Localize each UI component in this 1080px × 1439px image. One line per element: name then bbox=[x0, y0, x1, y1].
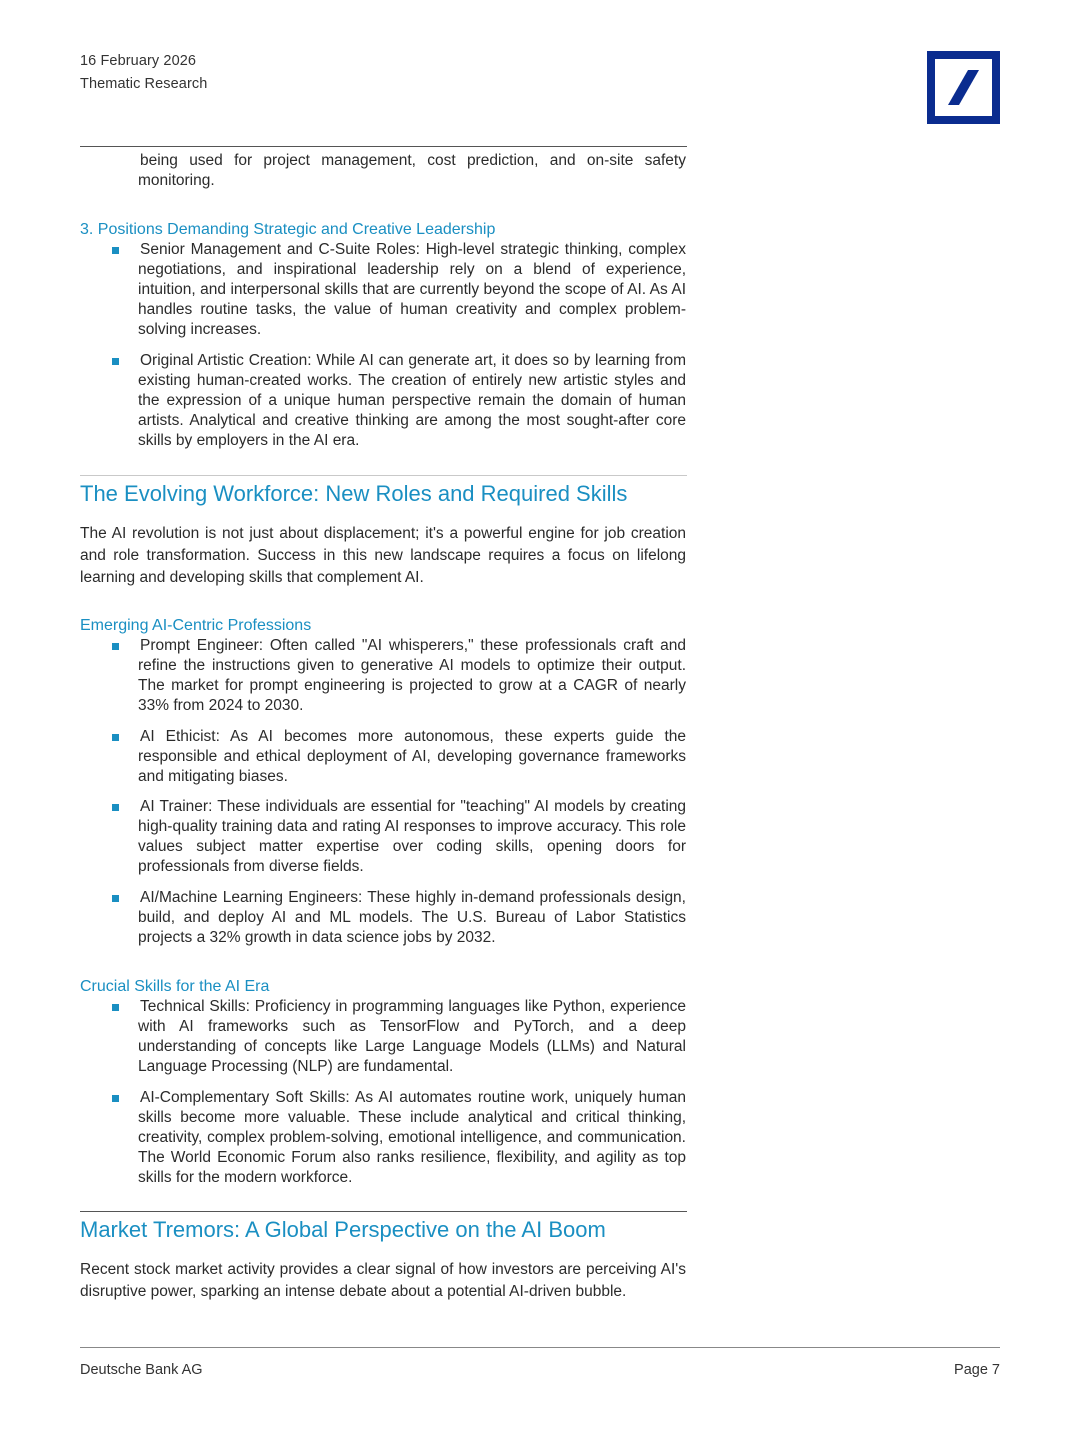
market-heading: Market Tremors: A Global Perspective on the AI Boom bbox=[80, 1217, 606, 1242]
list-item: AI-Complementary Soft Skills: As AI automates routine work, uniquely human skills become more valuable. These include analytical and critical thinking, creativity, complex problem-solving, emotional intelligence, and communication. The World Economic Forum also ranks resilience, flexibility, and agility as top skills for the modern workforce. bbox=[138, 1089, 686, 1186]
list-item: AI Ethicist: As AI becomes more autonomous, these experts guide the responsible and ethical deployment of AI, developing governance frameworks and mitigating biases. bbox=[138, 728, 686, 785]
header-divider bbox=[80, 146, 687, 147]
section-divider bbox=[80, 475, 687, 476]
bullet-marker bbox=[112, 358, 119, 365]
bullet-marker bbox=[112, 1004, 119, 1011]
skills-heading: Crucial Skills for the AI Era bbox=[80, 978, 270, 995]
deutsche-bank-logo-icon bbox=[927, 51, 1000, 124]
list-item: AI/Machine Learning Engineers: These highly in-demand professionals design, build, and deploy AI and ML models. The U.S. Bureau of Labor Statistics projects a 32% growth in data science jobs by 2032. bbox=[138, 889, 686, 946]
list-item: Technical Skills: Proficiency in programming languages like Python, experience with AI frameworks such as TensorFlow and PyTorch, and a deep understanding of concepts like Large Language Models (LLMs) and Natural Language Processing (NLP) are fundamental. bbox=[138, 998, 686, 1075]
bullet-marker bbox=[112, 643, 119, 650]
workforce-heading: The Evolving Workforce: New Roles and Required Skills bbox=[80, 481, 628, 506]
leadership-heading: 3. Positions Demanding Strategic and Creative Leadership bbox=[80, 221, 496, 238]
list-item: AI Trainer: These individuals are essential for "teaching" AI models by creating high-quality training data and rating AI responses to improve accuracy. This role values subject matter expertise over coding skills, opening doors for professionals from diverse fields. bbox=[138, 798, 686, 875]
market-intro: Recent stock market activity provides a clear signal of how investors are perceiving AI's disruptive power, sparking an intense debate about a potential AI-driven bubble. bbox=[80, 1261, 686, 1300]
page-number: Page 7 bbox=[954, 1362, 1000, 1378]
professions-heading: Emerging AI-Centric Professions bbox=[80, 617, 312, 634]
footer-divider bbox=[80, 1347, 1000, 1348]
report-type: Thematic Research bbox=[80, 76, 208, 92]
workforce-intro: The AI revolution is not just about displacement; it's a powerful engine for job creation and role transformation. Success in this new landscape requires a focus on lifelong learning and developing skills that complement AI. bbox=[80, 525, 686, 586]
bullet-marker bbox=[112, 1095, 119, 1102]
list-item: Prompt Engineer: Often called "AI whisperers," these professionals craft and refine the instructions given to generative AI models to optimize their output. The market for prompt engineering is projected to grow at a CAGR of nearly 33% from 2024 to 2030. bbox=[138, 637, 686, 714]
bullet-marker bbox=[112, 734, 119, 741]
report-date: 16 February 2026 bbox=[80, 53, 197, 69]
footer-company: Deutsche Bank AG bbox=[80, 1362, 203, 1378]
logo-slash-icon bbox=[941, 65, 986, 110]
bullet-marker bbox=[112, 247, 119, 254]
bullet-marker bbox=[112, 804, 119, 811]
section-divider bbox=[80, 1211, 687, 1212]
continuation-text: being used for project management, cost prediction, and on-site safety monitoring. bbox=[138, 152, 686, 189]
list-item: Senior Management and C-Suite Roles: High-level strategic thinking, complex negotiations, and inspirational leadership rely on a blend of experience, intuition, and interpersonal skills that are currently beyond the scope of AI. As AI handles routine tasks, the value of human creativity and complex problem-solving increases. bbox=[138, 241, 686, 338]
list-item: Original Artistic Creation: While AI can generate art, it does so by learning from existing human-created works. The creation of entirely new artistic styles and the expression of a unique human perspective remain the domain of human artists. Analytical and creative thinking are among the most sought-after core skills by employers in the AI era. bbox=[138, 352, 686, 449]
bullet-marker bbox=[112, 895, 119, 902]
